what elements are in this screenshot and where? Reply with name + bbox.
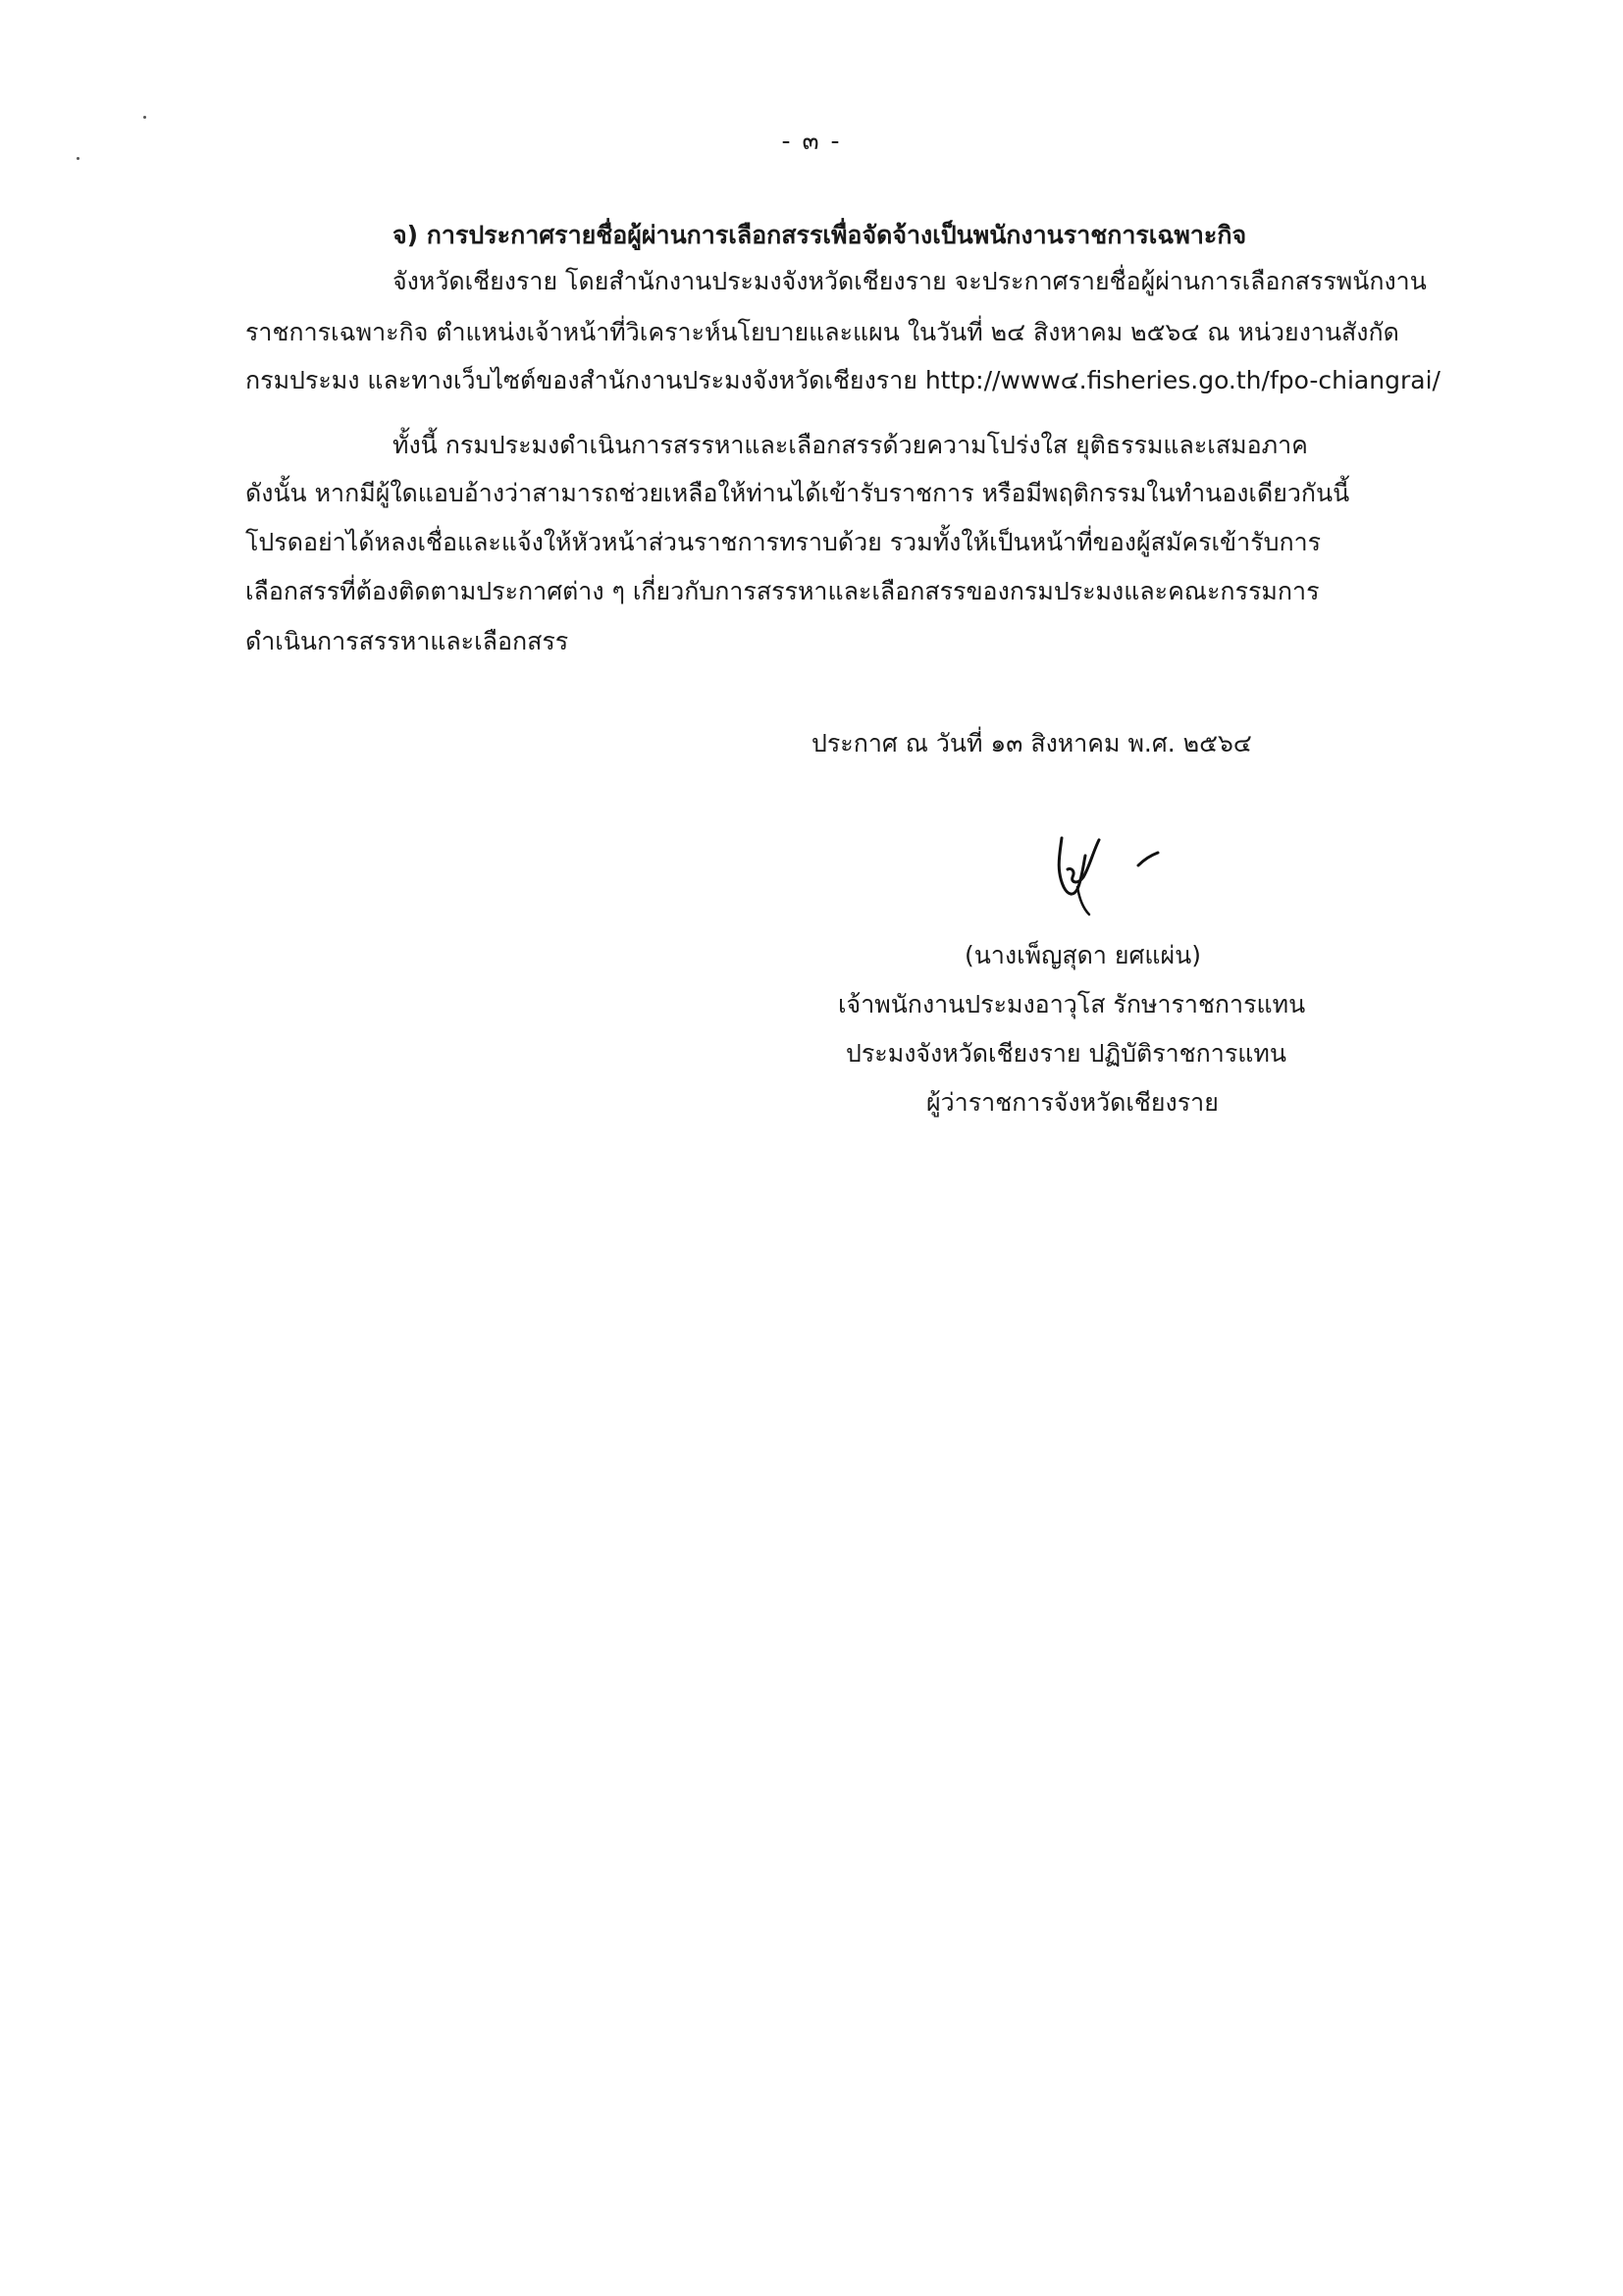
signatory-position: เจ้าพนักงานประมงอาวุโส รักษาราชการแทน <box>838 990 1306 1018</box>
notice-line: ทั้งนี้ กรมประมงดำเนินการสรรหาและเลือกสรรด้วยความโปร่งใส ยุติธรรมและเสมอภาค <box>393 431 1308 459</box>
notice-line: ดังนั้น หากมีผู้ใดแอบอ้างว่าสามารถช่วยเหลือให้ท่านได้เข้ารับราชการ หรือมีพฤติกรรมในทำนองเดียวกันนี้ <box>245 479 1350 507</box>
notice-line: ดำเนินการสรรหาและเลือกสรร <box>245 627 569 655</box>
section-e-line: ราชการเฉพาะกิจ ตำแหน่งเจ้าหน้าที่วิเคราะห์นโยบายและแผน ในวันที่ ๒๔ สิงหาคม ๒๕๖๔ ณ หน่วยงานสังกัด <box>245 318 1399 346</box>
signatory-name: (นางเพ็ญสุดา ยศแผ่น) <box>965 941 1202 969</box>
notice-line: เลือกสรรที่ต้องติดตามประกาศต่าง ๆ เกี่ยวกับการสรรหาและเลือกสรรของกรมประมงและคณะกรรมการ <box>245 577 1320 605</box>
notice-line: โปรดอย่าได้หลงเชื่อและแจ้งให้หัวหน้าส่วนราชการทราบด้วย รวมทั้งให้เป็นหน้าที่ของผู้สมัครเข้ารับการ <box>245 528 1322 556</box>
section-e-line: จังหวัดเชียงราย โดยสำนักงานประมงจังหวัดเชียงราย จะประกาศรายชื่อผู้ผ่านการเลือกสรรพนักงาน <box>393 267 1427 295</box>
section-e-heading: จ) การประกาศรายชื่อผู้ผ่านการเลือกสรรเพื่อจัดจ้างเป็นพนักงานราชการเฉพาะกิจ <box>393 221 1247 249</box>
section-e-line: กรมประมง และทางเว็บไซต์ของสำนักงานประมงจังหวัดเชียงราย http://www๔.fisheries.go.th/fpo-chiangrai/ <box>245 366 1440 394</box>
signatory-position: ประมงจังหวัดเชียงราย ปฏิบัติราชการแทน <box>846 1039 1286 1068</box>
signature-image <box>1042 826 1179 924</box>
signatory-position: ผู้ว่าราชการจังหวัดเชียงราย <box>926 1088 1219 1117</box>
scan-speck <box>143 116 146 119</box>
announcement-date: ประกาศ ณ วันที่ ๑๓ สิงหาคม พ.ศ. ๒๕๖๔ <box>812 729 1252 757</box>
page-number: - ๓ - <box>781 127 842 155</box>
